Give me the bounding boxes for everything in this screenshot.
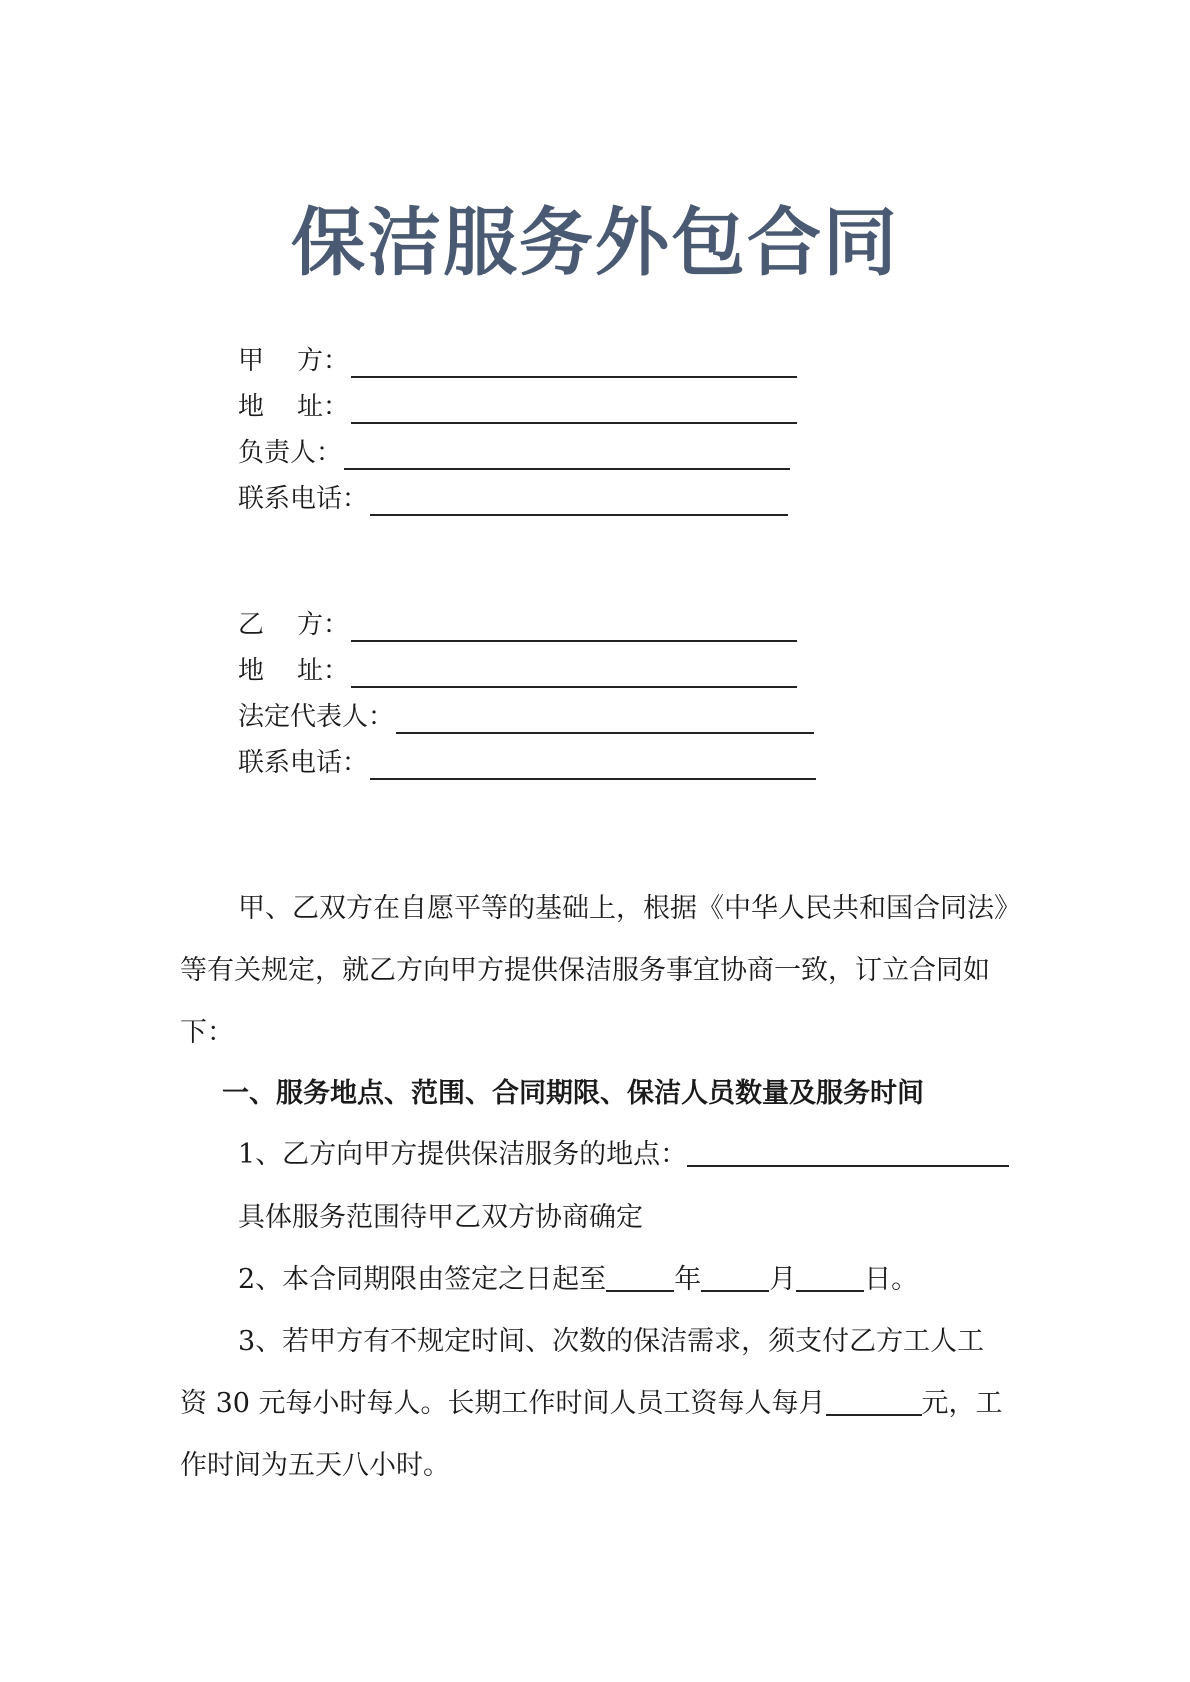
intro-paragraph: 甲、乙双方在自愿平等的基础上，根据《中华人民共和国合同法》等有关规定，就乙方向甲方提供保洁服务事宜协商一致，订立合同如下： <box>180 893 1008 1048</box>
party-b-legal-rep-label: 法定代表人： <box>238 702 395 732</box>
hourly-wage-value: 30 <box>215 1388 250 1419</box>
party-b-address-blank[interactable] <box>351 656 797 688</box>
party-a-manager-label: 负责人： <box>238 438 343 468</box>
yuan-label: 元，工 <box>921 1388 1003 1419</box>
item-3-line-2 <box>180 1384 1003 1424</box>
item-1-note: 具体服务范围待甲乙双方协商确定 <box>238 1202 643 1233</box>
item-2 <box>238 1260 918 1300</box>
item-2-number: 2 <box>238 1264 256 1295</box>
party-b-name-blank[interactable] <box>351 610 797 642</box>
monthly-wage-blank[interactable] <box>826 1386 922 1416</box>
section-1-heading: 一、服务地点、范围、合同期限、保洁人员数量及服务时间 <box>222 1078 924 1109</box>
party-a-address-blank[interactable] <box>351 392 797 424</box>
party-a-phone-label: 联系电话： <box>238 484 369 514</box>
party-b-legal-rep-field <box>238 694 814 734</box>
item-3-line-3: 作时间为五天八小时。 <box>180 1450 450 1481</box>
end-year-blank[interactable] <box>606 1262 674 1292</box>
item-3-line-1-text: 、若甲方有不规定时间、次数的保洁需求，须支付乙方工人工 <box>255 1326 985 1357</box>
month-label: 月 <box>769 1264 797 1295</box>
party-b-name-label: 乙 方： <box>238 610 350 640</box>
party-a-phone-blank[interactable] <box>370 484 788 516</box>
end-month-blank[interactable] <box>701 1262 769 1292</box>
item-2-text: 、本合同期限由签定之日起至 <box>255 1264 607 1295</box>
party-a-manager-blank[interactable] <box>344 438 790 470</box>
party-a-phone-field <box>238 476 788 516</box>
party-a-name-blank[interactable] <box>351 346 797 378</box>
party-b-address-field <box>238 648 797 688</box>
end-day-blank[interactable] <box>796 1262 864 1292</box>
item-1-text: 、乙方向甲方提供保洁服务的地点： <box>255 1139 688 1170</box>
wage-suffix: 元每小时每人。长期工作时间人员工资每人每月 <box>249 1388 826 1419</box>
party-b-legal-rep-blank[interactable] <box>396 702 814 734</box>
party-a-address-label: 地 址： <box>238 392 350 422</box>
wage-prefix: 资 <box>180 1388 216 1419</box>
party-b-phone-blank[interactable] <box>370 748 816 780</box>
party-a-manager-field <box>238 430 790 470</box>
year-label: 年 <box>674 1264 702 1295</box>
item-1-number: 1 <box>238 1139 256 1170</box>
document-title: 保洁服务外包合同 <box>291 200 899 286</box>
party-a-address-field <box>238 384 797 424</box>
item-3-line-1 <box>238 1322 984 1362</box>
party-a-name-field <box>238 338 797 378</box>
party-a-name-label: 甲 方： <box>238 346 350 376</box>
service-location-blank[interactable] <box>687 1137 1009 1167</box>
party-b-phone-field <box>238 740 816 780</box>
item-1 <box>238 1135 1009 1175</box>
item-3-number: 3 <box>238 1326 256 1357</box>
party-b-name-field <box>238 602 797 642</box>
party-b-phone-label: 联系电话： <box>238 748 369 778</box>
party-b-address-label: 地 址： <box>238 656 350 686</box>
day-label: 日。 <box>864 1264 919 1295</box>
